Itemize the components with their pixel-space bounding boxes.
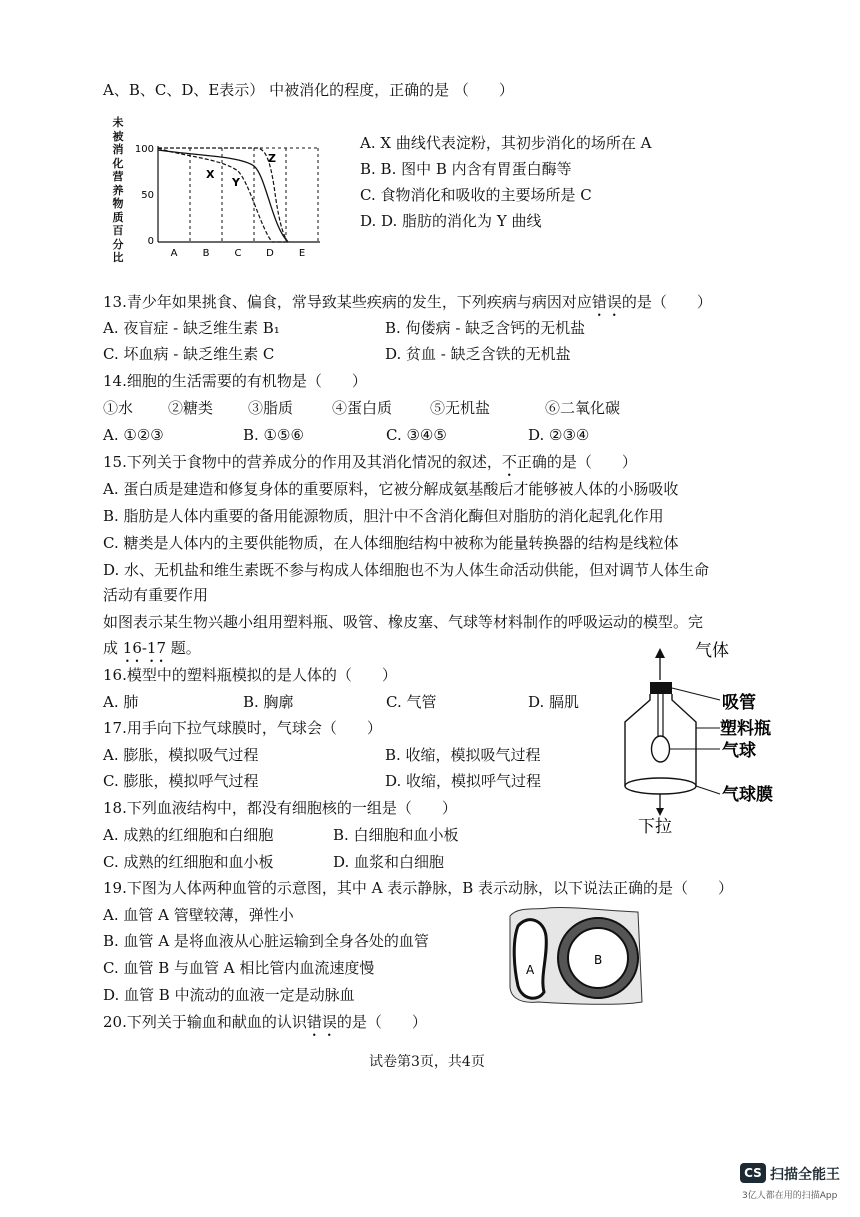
q14-item-5: ⑤无机盐 bbox=[430, 399, 491, 417]
q12-option-a[interactable]: A. X 曲线代表淀粉，其初步消化的场所在 A bbox=[360, 134, 652, 152]
q15-option-c[interactable]: C. 糖类是人体内的主要供能物质，在人体细胞结构中被称为能量转换器的结构是线粒体 bbox=[103, 534, 679, 552]
q15-stem: 15.下列关于食物中的营养成分的作用及其消化情况的叙述，不正确的是（ ） bbox=[103, 453, 637, 471]
q13-option-d[interactable]: D. 贫血 - 缺乏含铁的无机盐 bbox=[385, 345, 571, 363]
q12-option-c[interactable]: C. 食物消化和吸收的主要场所是 C bbox=[360, 186, 592, 204]
curve-label-x: X bbox=[206, 168, 215, 181]
q16-option-a[interactable]: A. 肺 bbox=[103, 693, 139, 711]
q19-option-c[interactable]: C. 血管 B 与血管 A 相比管内血流速度慢 bbox=[103, 959, 375, 977]
scanner-tagline: 3亿人都在用的扫描App bbox=[742, 1191, 838, 1201]
q16-stem: 16.模型中的塑料瓶模拟的是人体的（ ） bbox=[103, 666, 397, 684]
x-label-d: D bbox=[266, 248, 274, 259]
q13-stem: 13.青少年如果挑食、偏食，常导致某些疾病的发生，下列疾病与病因对应错误的是（ ） bbox=[103, 293, 712, 311]
y-tick-50: 50 bbox=[141, 190, 154, 201]
q15-option-b[interactable]: B. 脂肪是人体内重要的备用能源物质，胆汁中不含消化酶但对脂肪的消化起乳化作用 bbox=[103, 507, 664, 525]
q19-option-b[interactable]: B. 血管 A 是将血液从心脏运输到全身各处的血管 bbox=[103, 932, 429, 950]
label-bottle: 塑料瓶 bbox=[720, 719, 771, 739]
q14-option-d[interactable]: D. ②③④ bbox=[528, 426, 590, 444]
q20-stem: 20.下列关于输血和献血的认识错误的是（ ） bbox=[103, 1013, 427, 1031]
q17-stem: 17.用手向下拉气球膜时，气球会（ ） bbox=[103, 719, 382, 737]
q14-stem: 14.细胞的生活需要的有机物是（ ） bbox=[103, 372, 367, 390]
q18-option-c[interactable]: C. 成熟的红细胞和血小板 bbox=[103, 853, 274, 871]
q14-item-6: ⑥二氧化碳 bbox=[545, 399, 621, 417]
q18-option-b[interactable]: B. 白细胞和血小板 bbox=[333, 826, 459, 844]
intro-16-17-line1: 如图表示某生物兴趣小组用塑料瓶、吸管、橡皮塞、气球等材料制作的呼吸运动的模型。完 bbox=[103, 613, 704, 631]
x-label-e: E bbox=[298, 248, 306, 259]
page-footer: 试卷第3页，共4页 bbox=[369, 1054, 485, 1070]
q13-option-c[interactable]: C. 坏血病 - 缺乏维生素 C bbox=[103, 345, 275, 363]
q14-item-2: ②糖类 bbox=[168, 399, 214, 417]
label-pull: 下拉 bbox=[638, 817, 672, 836]
q13-option-a[interactable]: A. 夜盲症 - 缺乏维生素 B₁ bbox=[103, 319, 280, 337]
q17-option-a[interactable]: A. 膨胀，模拟吸气过程 bbox=[103, 746, 259, 764]
q16-option-b[interactable]: B. 胸廓 bbox=[243, 693, 294, 711]
graph-ylabel: 未 被 消 化 营 养 物 质 百 分 比 bbox=[112, 116, 124, 264]
q18-option-d[interactable]: D. 血浆和白细胞 bbox=[333, 853, 445, 871]
q12-option-b[interactable]: B. B. 图中 B 内含有胃蛋白酶等 bbox=[360, 160, 572, 178]
q19-stem: 19.下图为人体两种血管的示意图，其中 A 表示静脉，B 表示动脉，以下说法正确的是（ ） bbox=[103, 879, 734, 897]
q15-option-d[interactable]: D. 水、无机盐和维生素既不参与构成人体细胞也不为人体生命活动供能，但对调节人体生命 bbox=[103, 561, 710, 579]
scanner-app-name: 扫描全能王 bbox=[770, 1167, 840, 1183]
q14-item-4: ④蛋白质 bbox=[332, 399, 393, 417]
q15-option-d-cont: 活动有重要作用 bbox=[103, 586, 209, 604]
x-label-c: C bbox=[234, 248, 242, 259]
q12-stem: A、B、C、D、E表示） 中被消化的程度，正确的是 （ ） bbox=[103, 81, 514, 99]
curve-label-y: Y bbox=[232, 176, 240, 189]
q13-option-b[interactable]: B. 佝偻病 - 缺乏含钙的无机盐 bbox=[385, 319, 586, 337]
q19-option-a[interactable]: A. 血管 A 管壁较薄，弹性小 bbox=[103, 906, 294, 924]
q14-option-b[interactable]: B. ①⑤⑥ bbox=[243, 426, 304, 444]
breathing-model-figure bbox=[600, 636, 810, 836]
q15-option-a[interactable]: A. 蛋白质是建造和修复身体的重要原料，它被分解成氨基酸后才能够被人体的小肠吸收 bbox=[103, 480, 679, 498]
q18-stem: 18.下列血液结构中，都没有细胞核的一组是（ ） bbox=[103, 799, 457, 817]
q14-item-1: ①水 bbox=[103, 399, 134, 417]
q18-option-a[interactable]: A. 成熟的红细胞和白细胞 bbox=[103, 826, 274, 844]
graph-svg bbox=[110, 116, 330, 276]
q17-option-d[interactable]: D. 收缩，模拟呼气过程 bbox=[385, 772, 542, 790]
q17-option-c[interactable]: C. 膨胀，模拟呼气过程 bbox=[103, 772, 259, 790]
intro-16-17-line2: 成 16-17 题。 bbox=[103, 639, 201, 657]
label-membrane: 气球膜 bbox=[722, 785, 773, 805]
y-tick-100: 100 bbox=[134, 144, 154, 155]
q16-option-c[interactable]: C. 气管 bbox=[386, 693, 437, 711]
vessel-label-a: A bbox=[526, 963, 535, 977]
q16-option-d[interactable]: D. 膈肌 bbox=[528, 693, 580, 711]
q14-option-c[interactable]: C. ③④⑤ bbox=[386, 426, 447, 444]
label-balloon: 气球 bbox=[722, 741, 756, 761]
q14-option-a[interactable]: A. ①②③ bbox=[103, 426, 164, 444]
curve-label-z: Z bbox=[268, 152, 276, 165]
x-label-a: A bbox=[170, 248, 178, 259]
q19-option-d[interactable]: D. 血管 B 中流动的血液一定是动脉血 bbox=[103, 986, 355, 1004]
vessel-label-b: B bbox=[594, 953, 603, 967]
x-label-b: B bbox=[202, 248, 210, 259]
q12-option-d[interactable]: D. D. 脂肪的消化为 Y 曲线 bbox=[360, 212, 542, 230]
q17-option-b[interactable]: B. 收缩，模拟吸气过程 bbox=[385, 746, 541, 764]
label-straw: 吸管 bbox=[722, 693, 756, 713]
q14-item-3: ③脂质 bbox=[248, 399, 294, 417]
label-gas: 气体 bbox=[695, 641, 729, 661]
digestion-graph bbox=[110, 116, 330, 276]
y-tick-0: 0 bbox=[147, 236, 154, 247]
scanner-logo-icon: CS bbox=[740, 1163, 766, 1183]
blood-vessel-figure bbox=[508, 906, 644, 1006]
